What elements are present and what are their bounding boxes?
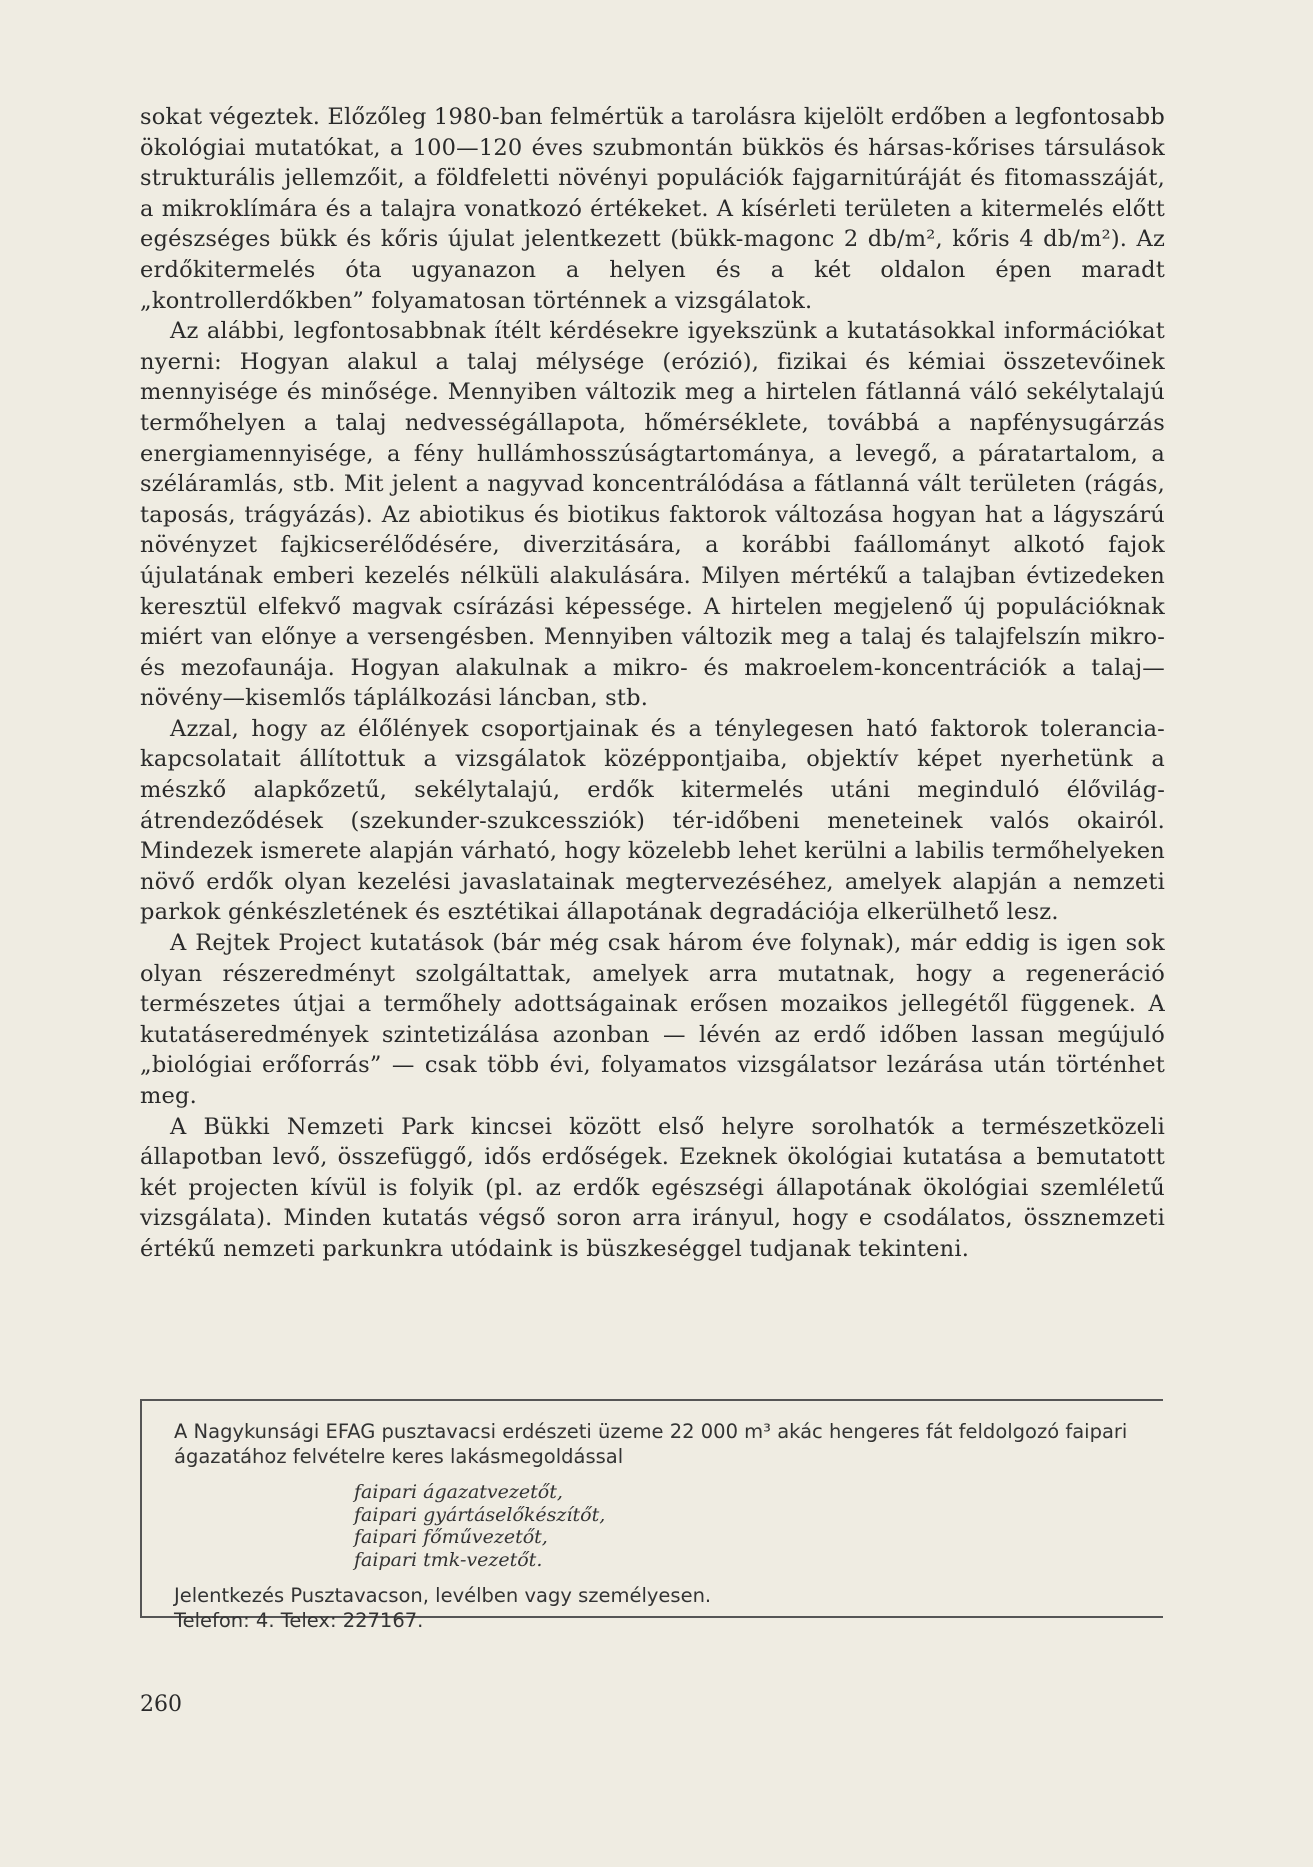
paragraph-2: Az alábbi, legfontosabbnak ítélt kérdésekre igyekszünk a kutatásokkal információkat nyerni: Hogyan alakul a talaj mélysége (erózió), fizikai és kémiai összetevőinek mennyisége és minősége. Mennyiben változik meg a hirtelen fátlanná váló sekélytalajú termőhelyen a talaj nedvességállapota, hőmérséklete, továbbá a napfénysugárzás energiamennyisége, a fény hullámhosszúságtartománya, a levegő, a páratartalom, a széláramlás, stb. Mit jelent a nagyvad koncentrálódása a fátlanná vált területen (rágás, taposás, trágyázás). Az abiotikus és biotikus faktorok változása hogyan hat a lágyszárú növényzet fajkicserélődésére, diverzitására, a korábbi faállományt alkotó fajok újulatának emberi kezelés nélküli alakulására. Milyen mértékű a talajban évtizedeken keresztül elfekvő magvak csírázási képessége. A hirtelen megjelenő új populációknak miért van előnye a versengésben. Mennyiben változik meg a talaj és talajfelszín mikro- és mezofaunája. Hogyan alakulnak a mikro- és makroelem-koncentrációk a talaj—növény—kisemlős táplálkozási láncban, stb. [140, 318, 1165, 712]
ad-position-list [354, 1481, 1137, 1571]
article-body [140, 102, 1165, 1265]
paragraph-4: A Rejtek Project kutatások (bár még csak három éve folynak), már eddig is igen sok olyan részeredményt szolgáltattak, amelyek arra mutatnak, hogy a regeneráció természetes útjai a termőhely adottságainak erősen mozaikos jellegétől függenek. A kutatáseredmények szintetizálása azonban — lévén az erdő időben lassan megújuló „biológiai erőforrás” — csak több évi, folyamatos vizsgálatsor lezárása után történhet meg. [140, 930, 1165, 1109]
ad-position-item: faipari ágazatvezetőt, [354, 1481, 563, 1503]
ad-position-item: faipari főművezetőt, [354, 1526, 548, 1548]
ad-position-item: faipari tmk-vezetőt. [354, 1548, 543, 1571]
paragraph-1: sokat végeztek. Előzőleg 1980-ban felmértük a tarolásra kijelölt erdőben a legfontosabb ökológiai mutatókat, a 100—120 éves szubmontán bükkös és hársas-kőrises társulások strukturális jellemzőit, a földfeletti növényi populációk fajgarnitúráját és fitomasszáját, a mikroklímára és a talajra vonatkozó értékeket. A kísérleti területen a kitermelés előtt egészséges bükk és kőris újulat jelentkezett (bükk-magonc 2 db/m², kőris 4 db/m²). Az erdőkitermelés óta ugyanazon a helyen és a két oldalon épen maradt „kontrollerdőkben” folyamatosan történnek a vizsgálatok. [140, 104, 1165, 314]
page-number: 260 [140, 1692, 182, 1717]
ad-intro: A Nagykunsági EFAG pusztavacsi erdészeti üzeme 22 000 m³ akác hengeres fát feldolgozó faipari ágazatához felvételre keres lakásmegoldással [174, 1420, 1128, 1468]
ad-position-item: faipari gyártáselőkészítőt, [354, 1503, 606, 1526]
ad-phone: Telefon: 4. Telex: 227167. [174, 1609, 424, 1632]
paragraph-3: Azzal, hogy az élőlények csoportjainak és a ténylegesen ható faktorok tolerancia-kapcsolatait állítottuk a vizsgálatok középpontjaiba, objektív képet nyerhetünk a mészkő alapkőzetű, sekélytalajú, erdők kitermelés utáni meginduló élővilág-átrendeződések (szekunder-szukcessziók) tér-időbeni meneteinek valós okairól. Mindezek ismerete alapján várható, hogy közelebb lehet kerülni a labilis termőhelyeken növő erdők olyan kezelési javaslatainak megtervezéséhez, amelyek alapján a nemzeti parkok génkészletének és esztétikai állapotának degradációja elkerülhető lesz. [140, 715, 1165, 926]
ad-contact: Jelentkezés Pusztavacson, levélben vagy személyesen. [174, 1584, 712, 1607]
job-advertisement-box [140, 1399, 1163, 1632]
paragraph-5: A Bükki Nemzeti Park kincsei között első helyre sorolhatók a természetközeli állapotban levő, összefüggő, idős erdőségek. Ezeknek ökológiai kutatása a bemutatott két projecten kívül is folyik (pl. az erdők egészségi állapotának ökológiai szemléletű vizsgálata). Minden kutatás végső soron arra irányul, hogy e csodálatos, össznemzeti értékű nemzeti parkunkra utódaink is büszkeséggel tudjanak tekinteni. [140, 1113, 1165, 1262]
